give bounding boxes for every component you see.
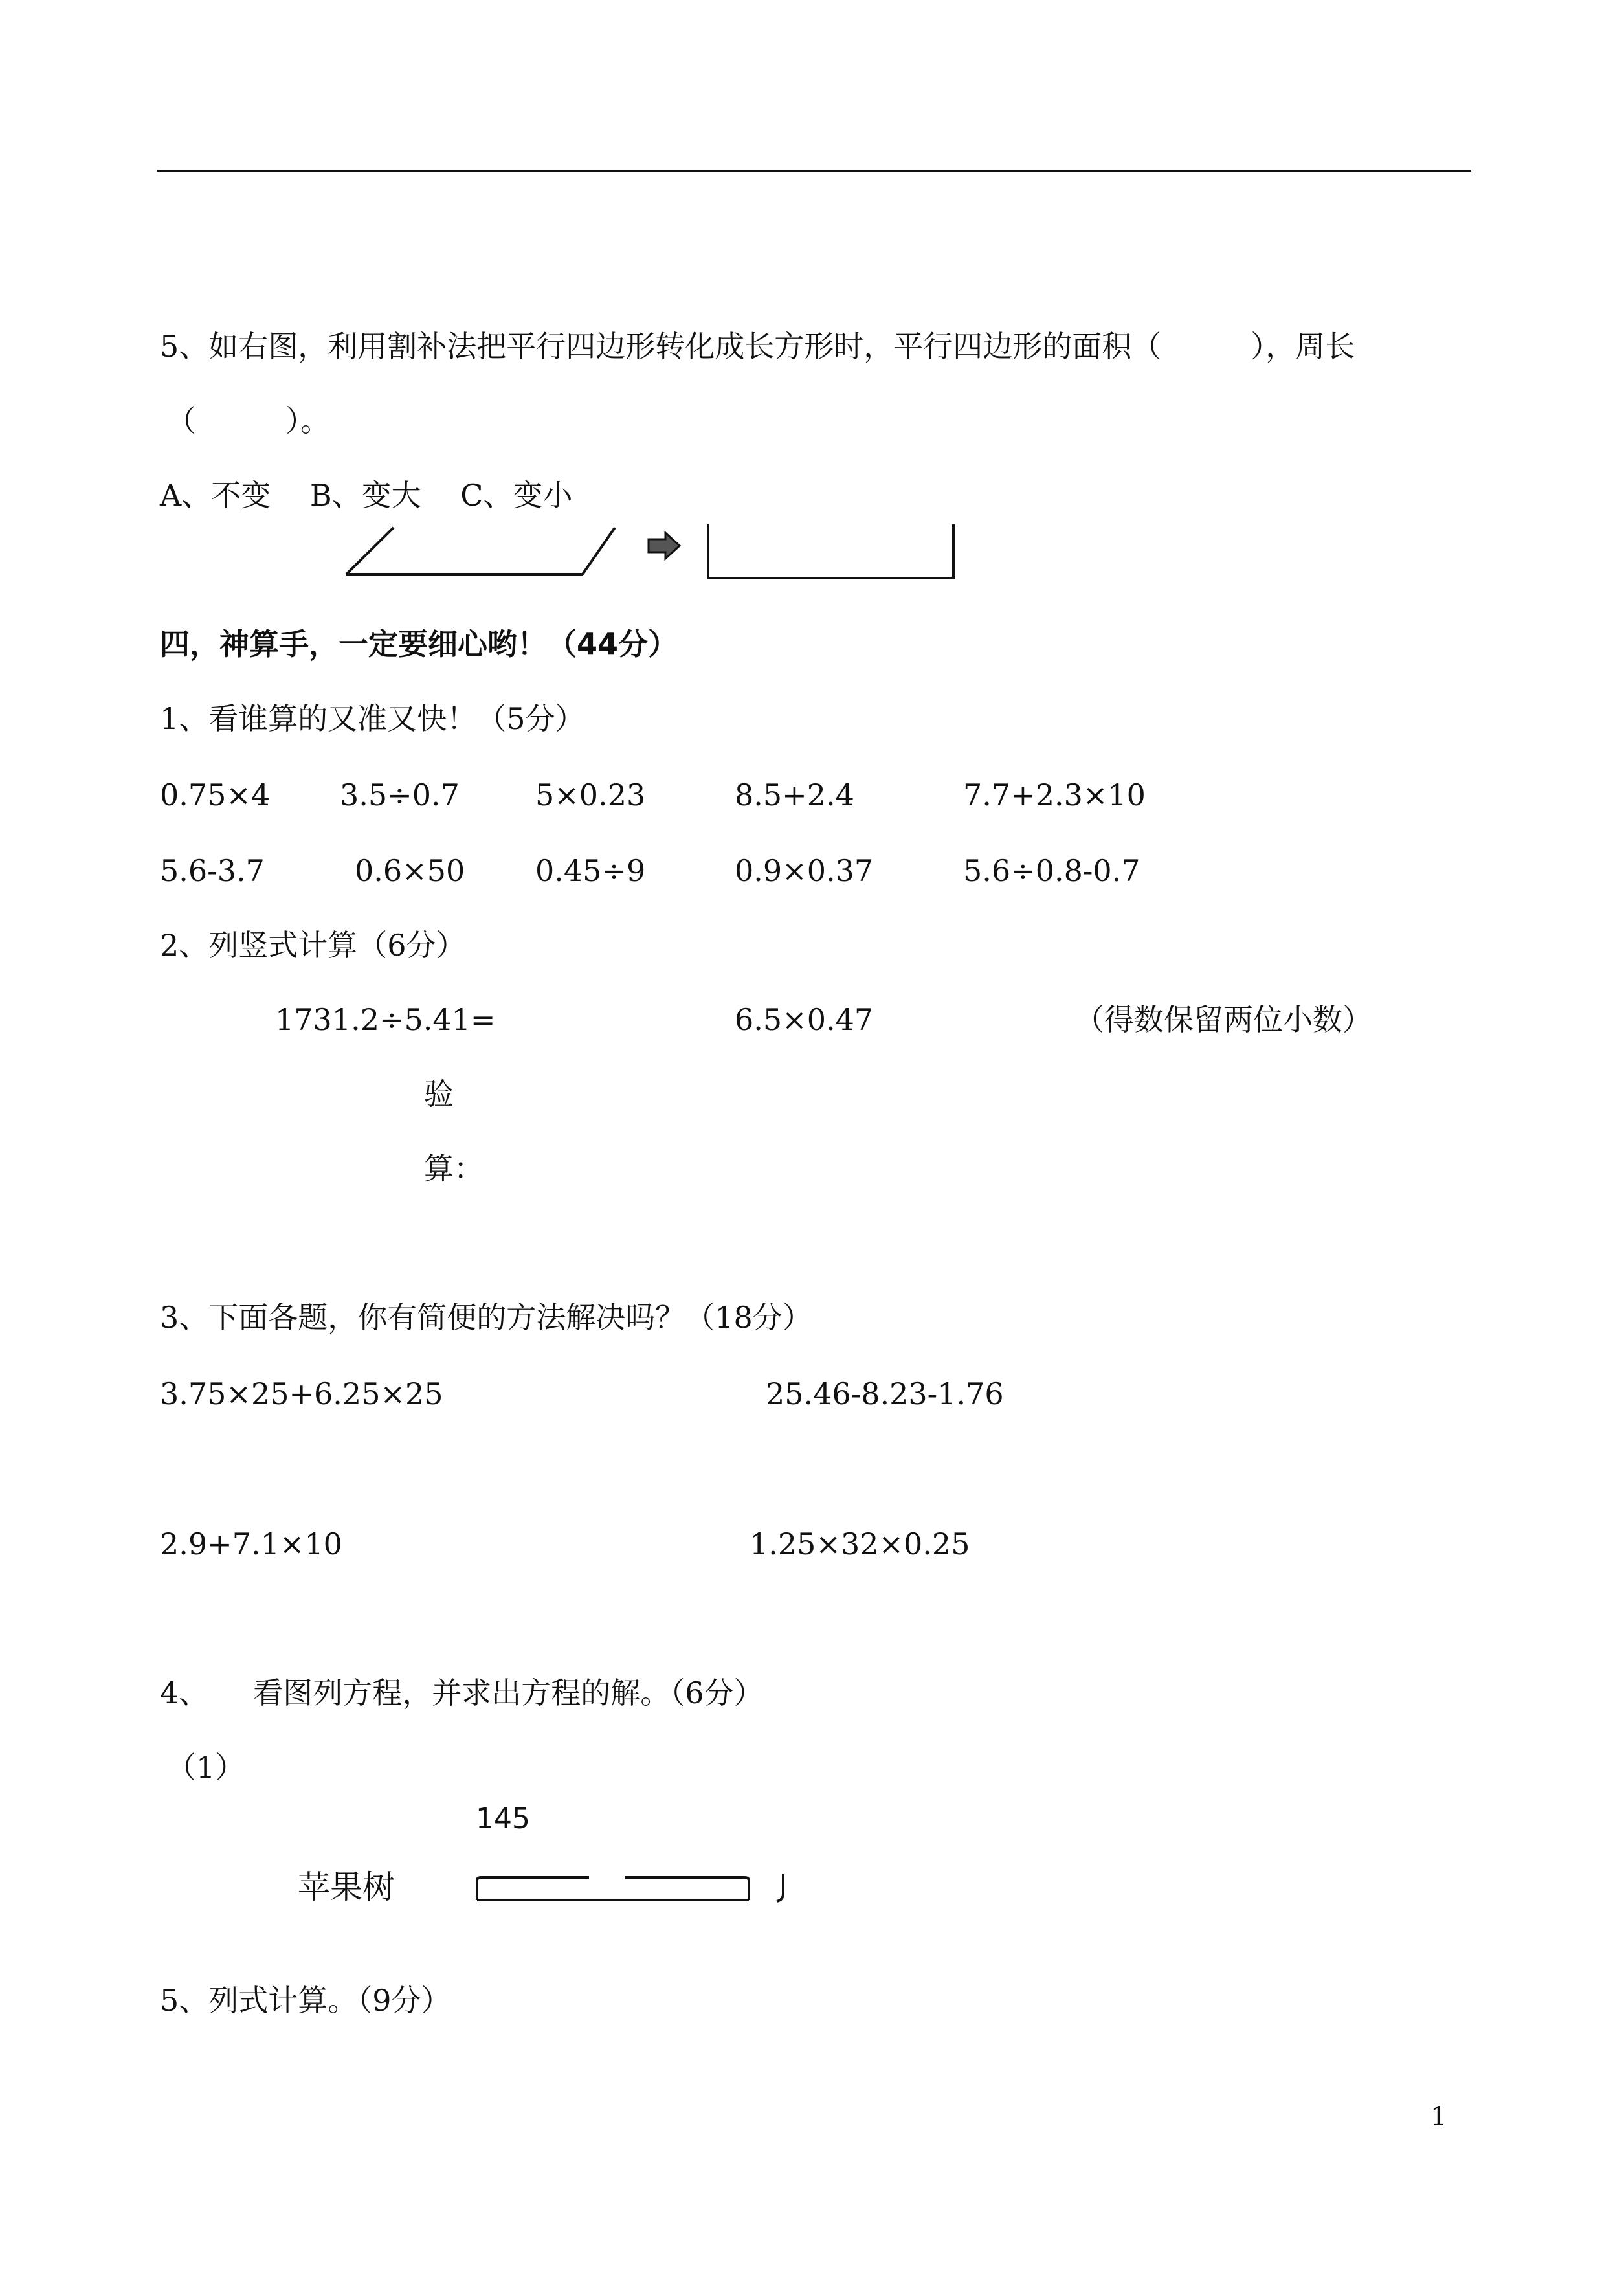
calc-item: 8.5+2.4: [735, 777, 854, 812]
bar-diagram: [469, 1864, 806, 1916]
check-label-1: 验: [424, 1077, 454, 1112]
arrow-right-icon: [649, 533, 680, 559]
rounding-note: （得数保留两位小数）: [1074, 1002, 1372, 1037]
bar-segment: [477, 1877, 749, 1900]
calc-item: 5.6-3.7: [160, 853, 265, 888]
q5-line1: 5、如右图，利用割补法把平行四边形转化成长方形时，平行四边形的面积（ ），周长: [160, 329, 1355, 364]
calc-item: 5.6÷0.8-0.7: [963, 853, 1140, 888]
p1-title: 1、看谁算的又准又快！（5分）: [160, 701, 585, 736]
simplify-item: 2.9+7.1×10: [160, 1527, 342, 1561]
vertical-calc-expr-1: 1731.2÷5.41=: [275, 1002, 496, 1037]
q5-line2: （ ）。: [166, 403, 330, 438]
section-heading: 四，神算手，一定要细心哟！（44分）: [160, 627, 678, 662]
calc-item: 3.5÷0.7: [340, 777, 460, 812]
calc-item: 0.9×0.37: [735, 853, 874, 888]
parallelogram-to-rectangle-figure: [337, 515, 958, 589]
p4-title: 4、 看图列方程，并求出方程的解。（6分）: [160, 1675, 764, 1710]
simplify-item: 1.25×32×0.25: [750, 1527, 970, 1561]
vertical-calc-expr-2: 6.5×0.47: [735, 1002, 874, 1037]
calc-item: 0.6×50: [355, 853, 465, 888]
page-number: 1: [1430, 2102, 1447, 2132]
check-label-2: 算：: [424, 1151, 484, 1186]
calc-item: 0.75×4: [160, 777, 271, 812]
p5-title: 5、列式计算。（9分）: [160, 1983, 451, 2018]
calc-item: 5×0.23: [535, 777, 646, 812]
parallelogram-shape: [346, 528, 615, 574]
figure-label: 苹果树: [298, 1868, 395, 1906]
header-rule: [157, 170, 1471, 172]
p4-sub-label: （1）: [166, 1750, 245, 1785]
figure-number: 145: [476, 1802, 530, 1835]
p3-title: 3、下面各题，你有简便的方法解决吗？（18分）: [160, 1300, 812, 1335]
p2-title: 2、列竖式计算（6分）: [160, 928, 466, 963]
q5-options: A、不变 B、变大 C、变小: [160, 478, 573, 513]
brace-mark: [777, 1874, 783, 1901]
calc-item: 7.7+2.3×10: [963, 777, 1146, 812]
calc-item: 0.45÷9: [535, 853, 646, 888]
simplify-item: 25.46-8.23-1.76: [766, 1376, 1004, 1411]
rectangle-shape: [708, 524, 953, 578]
simplify-item: 3.75×25+6.25×25: [160, 1376, 443, 1411]
